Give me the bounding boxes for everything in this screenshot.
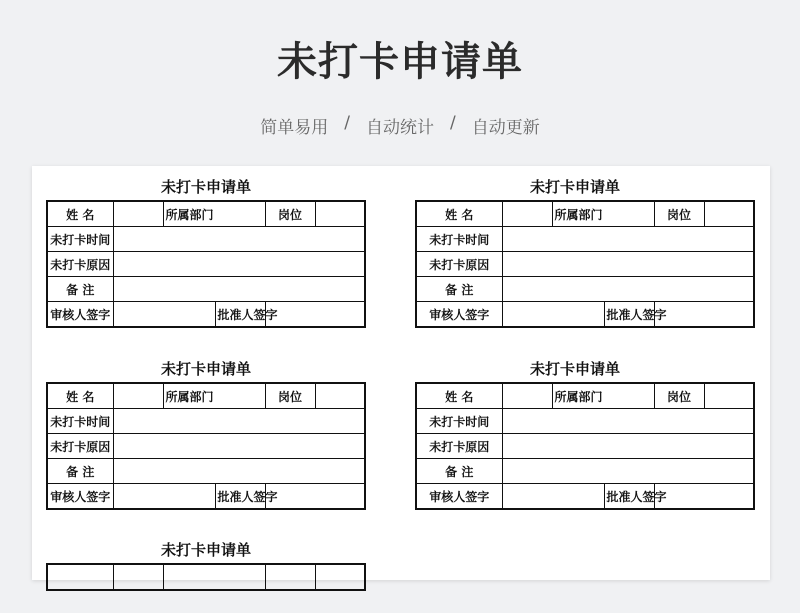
tag-easy: 简单易用 <box>260 118 329 138</box>
table-row <box>47 252 365 277</box>
name-label: 姓 名 <box>47 383 113 409</box>
remark-value-cell[interactable] <box>113 459 365 484</box>
reason-value-cell[interactable] <box>502 434 754 459</box>
tag-auto-update: 自动更新 <box>471 118 540 138</box>
time-value-cell[interactable] <box>113 409 365 434</box>
reviewer-sign-cell[interactable] <box>113 484 215 510</box>
form-table <box>415 200 755 328</box>
table-row <box>416 383 754 409</box>
dept-label: 所属部门 <box>163 201 265 227</box>
reason-label: 未打卡原因 <box>47 252 113 277</box>
remark-label: 备 注 <box>416 459 502 484</box>
reviewer-sign-cell[interactable] <box>502 484 604 510</box>
name-value-cell[interactable] <box>502 383 552 409</box>
table-row <box>416 302 754 328</box>
form-card <box>46 539 366 591</box>
name-label: 姓 名 <box>416 201 502 227</box>
time-label: 未打卡时间 <box>47 227 113 252</box>
reviewer-label: 审核人签字 <box>416 302 502 328</box>
form-title: 未打卡申请单 <box>160 178 251 196</box>
post-label: 岗位 <box>265 383 315 409</box>
time-label: 未打卡时间 <box>416 409 502 434</box>
name-label: 姓 名 <box>47 201 113 227</box>
approver-label: 批准人签字 <box>604 484 654 510</box>
time-value-cell[interactable] <box>502 227 754 252</box>
approver-sign-cell[interactable] <box>654 484 754 510</box>
remark-value-cell[interactable] <box>502 277 754 302</box>
table-row <box>47 484 365 510</box>
remark-value-cell[interactable] <box>113 277 365 302</box>
post-label: 岗位 <box>265 201 315 227</box>
reviewer-label: 审核人签字 <box>47 302 113 328</box>
post-label: 岗位 <box>654 383 704 409</box>
post-label: 岗位 <box>654 201 704 227</box>
table-row <box>416 484 754 510</box>
form-card <box>415 358 735 510</box>
approver-label: 批准人签字 <box>215 484 265 510</box>
table-row <box>416 277 754 302</box>
name-value-cell[interactable] <box>113 564 163 590</box>
tag-separator: / <box>344 113 350 133</box>
name-label: 姓 名 <box>416 383 502 409</box>
form-table <box>46 382 366 510</box>
approver-sign-cell[interactable] <box>654 302 754 328</box>
form-table <box>46 200 366 328</box>
form-title: 未打卡申请单 <box>160 541 251 559</box>
table-row <box>416 459 754 484</box>
form-title: 未打卡申请单 <box>529 360 620 378</box>
form-table <box>46 563 366 591</box>
reason-value-cell[interactable] <box>502 252 754 277</box>
remark-value-cell[interactable] <box>502 459 754 484</box>
post-value-cell[interactable] <box>315 383 365 409</box>
form-title: 未打卡申请单 <box>160 360 251 378</box>
form-card <box>46 358 366 510</box>
reviewer-label: 审核人签字 <box>47 484 113 510</box>
post-value-cell[interactable] <box>315 564 365 590</box>
time-value-cell[interactable] <box>502 409 754 434</box>
table-row <box>47 434 365 459</box>
table-row <box>47 564 365 590</box>
reason-label: 未打卡原因 <box>47 434 113 459</box>
form-card <box>415 176 735 328</box>
name-label-cell <box>47 564 113 590</box>
table-row <box>47 409 365 434</box>
table-row <box>416 434 754 459</box>
time-value-cell[interactable] <box>113 227 365 252</box>
dept-label-cell <box>163 564 265 590</box>
post-label-cell <box>265 564 315 590</box>
table-row <box>47 201 365 227</box>
reason-label: 未打卡原因 <box>416 252 502 277</box>
table-row <box>47 277 365 302</box>
time-label: 未打卡时间 <box>47 409 113 434</box>
reason-value-cell[interactable] <box>113 252 365 277</box>
tag-auto-stat: 自动统计 <box>366 118 434 138</box>
page-title: 未打卡申请单 <box>277 39 523 85</box>
table-row <box>416 409 754 434</box>
table-row <box>416 201 754 227</box>
table-row <box>416 252 754 277</box>
reason-label: 未打卡原因 <box>416 434 502 459</box>
post-value-cell[interactable] <box>315 201 365 227</box>
approver-label: 批准人签字 <box>215 302 265 328</box>
reviewer-sign-cell[interactable] <box>113 302 215 328</box>
remark-label: 备 注 <box>47 459 113 484</box>
approver-sign-cell[interactable] <box>265 484 365 510</box>
form-card <box>46 176 366 328</box>
name-value-cell[interactable] <box>113 201 163 227</box>
table-row <box>416 227 754 252</box>
approver-label: 批准人签字 <box>604 302 654 328</box>
name-value-cell[interactable] <box>113 383 163 409</box>
reason-value-cell[interactable] <box>113 434 365 459</box>
table-row <box>47 302 365 328</box>
approver-sign-cell[interactable] <box>265 302 365 328</box>
dept-label: 所属部门 <box>552 383 654 409</box>
time-label: 未打卡时间 <box>416 227 502 252</box>
reviewer-label: 审核人签字 <box>416 484 502 510</box>
form-title: 未打卡申请单 <box>529 178 620 196</box>
name-value-cell[interactable] <box>502 201 552 227</box>
tag-separator: / <box>450 113 456 133</box>
form-table <box>415 382 755 510</box>
dept-label: 所属部门 <box>163 383 265 409</box>
document-preview <box>32 166 770 580</box>
table-row <box>47 459 365 484</box>
remark-label: 备 注 <box>47 277 113 302</box>
remark-label: 备 注 <box>416 277 502 302</box>
post-value-cell[interactable] <box>704 201 754 227</box>
post-value-cell[interactable] <box>704 383 754 409</box>
dept-label: 所属部门 <box>552 201 654 227</box>
reviewer-sign-cell[interactable] <box>502 302 604 328</box>
feature-tagline <box>0 113 800 138</box>
table-row <box>47 383 365 409</box>
table-row <box>47 227 365 252</box>
